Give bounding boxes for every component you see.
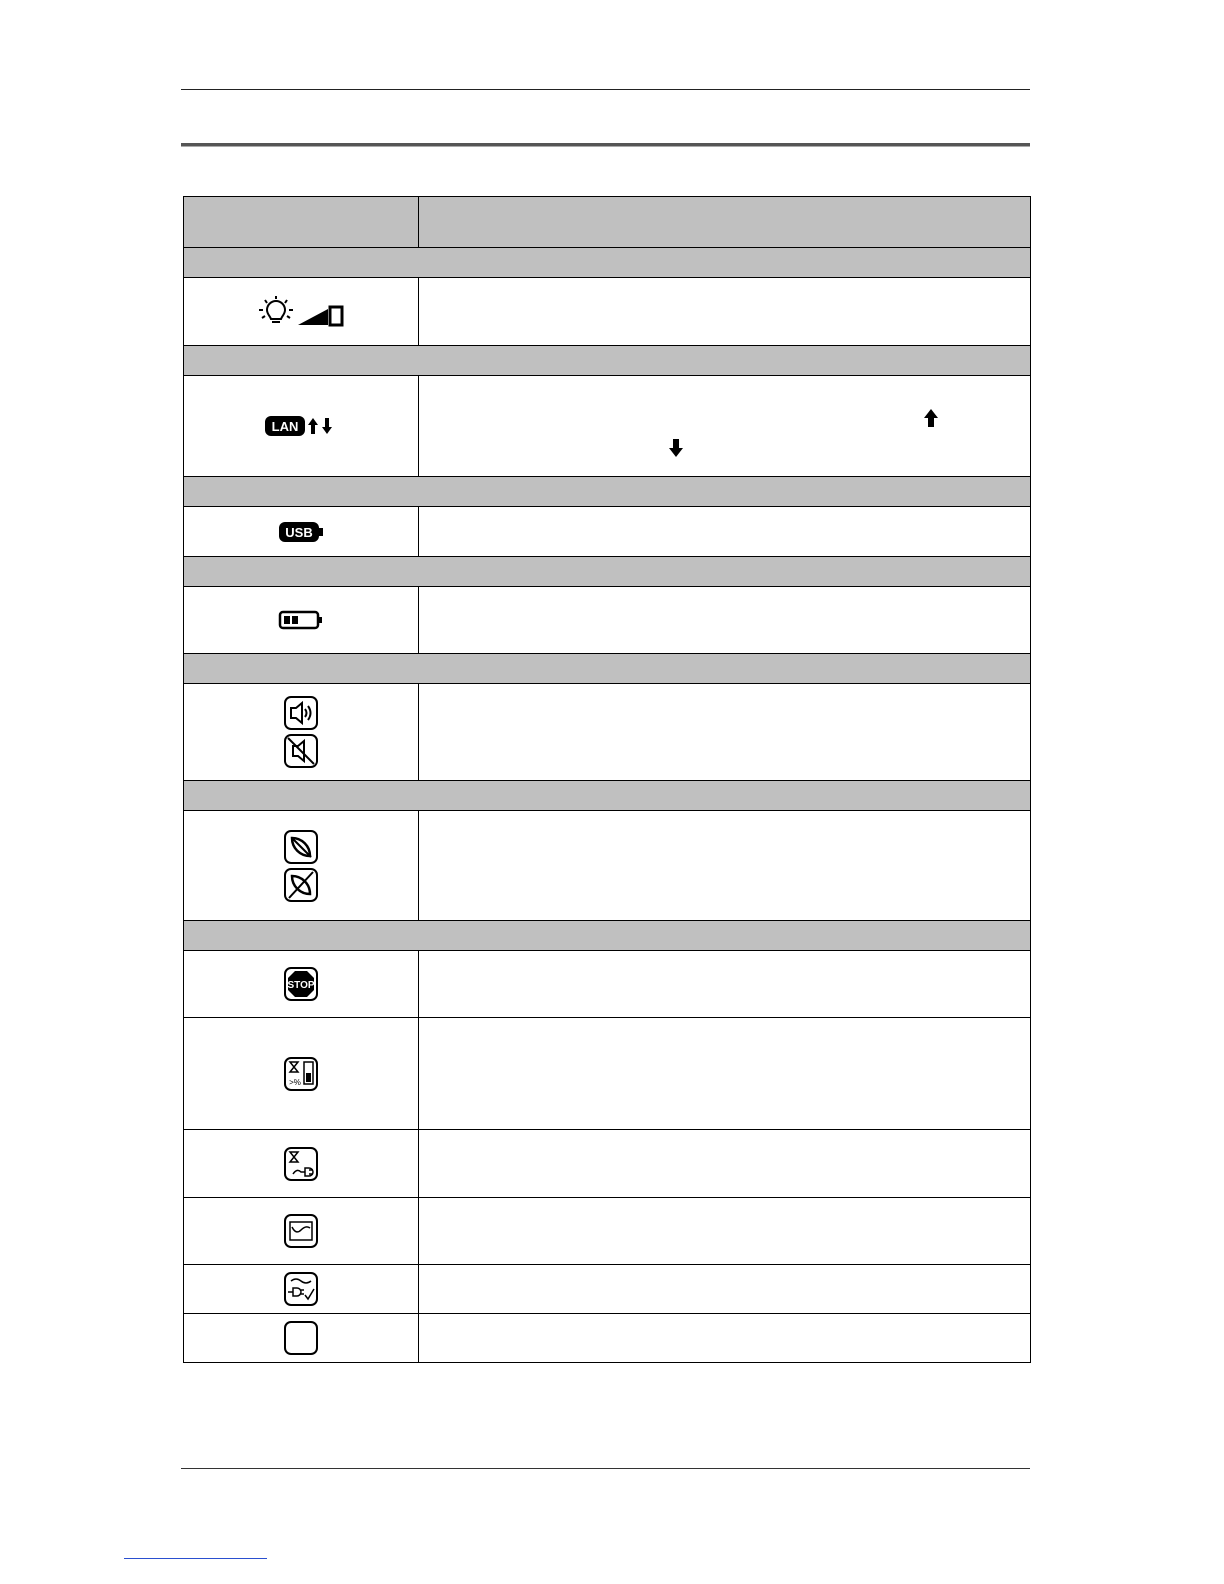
usb-icon: [278, 521, 324, 543]
table-row: [184, 811, 1031, 921]
section-row: [184, 781, 1031, 811]
title-rule: [181, 143, 1030, 147]
table-row: [184, 587, 1031, 654]
table-row: [184, 1198, 1031, 1265]
ac-input-ok-icon: [283, 1271, 319, 1307]
table-row: [184, 684, 1031, 781]
section-row: [184, 654, 1031, 684]
svg-text:USB: USB: [285, 524, 313, 540]
section-row: [184, 248, 1031, 278]
table-row: [184, 376, 1031, 477]
eco-off-icon: [283, 867, 319, 903]
table-row: [184, 507, 1031, 557]
lan-activity-icon: [264, 414, 338, 438]
section-row: [184, 477, 1031, 507]
footer-rule: [181, 1468, 1030, 1469]
header-cell-description: [419, 197, 1031, 248]
section-row: [184, 557, 1031, 587]
table-row: [184, 1265, 1031, 1314]
section-row: [184, 921, 1031, 951]
arrow-up-icon: [923, 408, 939, 428]
battery-level-icon: [278, 609, 324, 631]
waveform-icon: [283, 1213, 319, 1249]
svg-text:STOP: STOP: [287, 980, 315, 991]
header-cell-icon: [184, 197, 419, 248]
table-header-row: [184, 197, 1031, 248]
table-row: [184, 278, 1031, 346]
page-link-underline[interactable]: [124, 1558, 267, 1559]
header-rule: [181, 89, 1030, 90]
backlight-level-icon: [256, 295, 346, 329]
stop-icon: [283, 966, 319, 1002]
power-delay-icon: [283, 1146, 319, 1182]
icon-table: [183, 196, 1031, 1363]
table-row: [184, 1314, 1031, 1363]
table-row: [184, 1018, 1031, 1130]
battery-runtime-icon: [283, 1056, 319, 1092]
blank-icon: [283, 1320, 319, 1356]
eco-on-icon: [283, 829, 319, 865]
section-row: [184, 346, 1031, 376]
svg-text:>%: >%: [289, 1077, 301, 1087]
speaker-on-icon: [283, 695, 319, 731]
table-row: [184, 951, 1031, 1018]
table-row: [184, 1130, 1031, 1198]
speaker-muted-icon: [283, 733, 319, 769]
svg-text:LAN: LAN: [271, 419, 299, 434]
arrow-down-icon: [668, 438, 684, 458]
